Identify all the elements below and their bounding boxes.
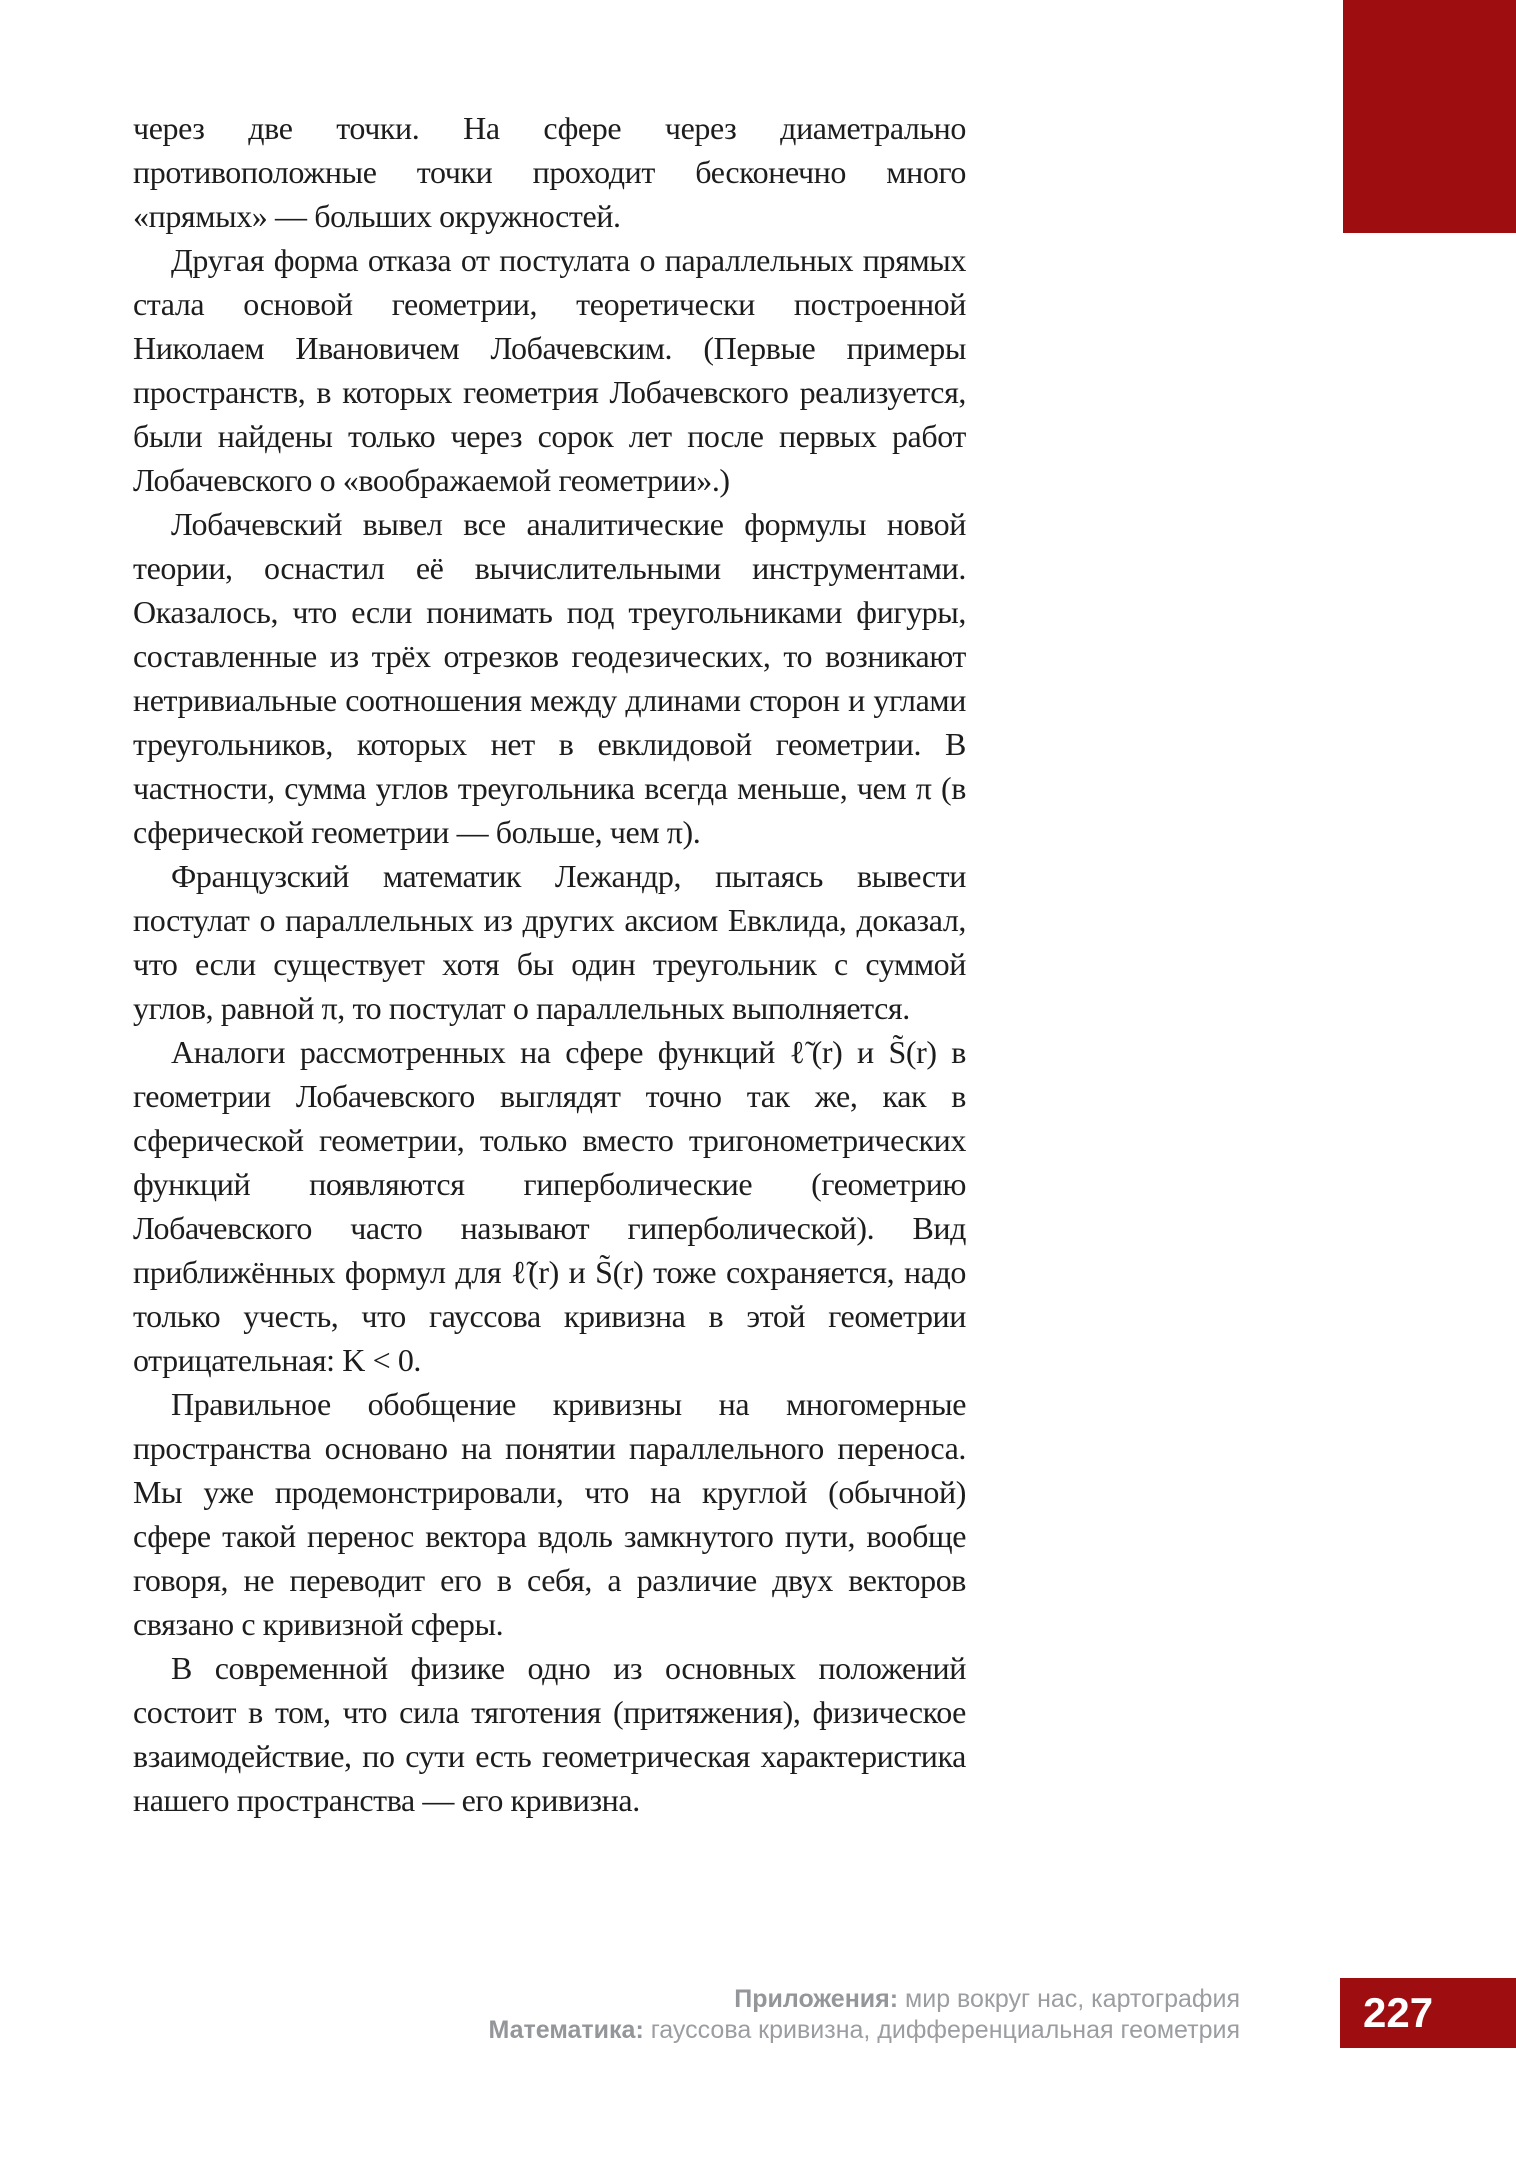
paragraph: Лобачевский вывел все аналитические формулы новой теории, оснастил её вычислительными инструментами. Оказалось, что если понимать под треугольниками фигуры, составленные из трёх отрезков геодезических, то возникают нетривиальные соотношения между длинами сторон и углами треугольников, которых нет в евклидовой геометрии. В частности, сумма углов треугольника всегда меньше, чем π (в сферической геометрии — больше, чем π). xyxy=(133,506,966,850)
footer-line-mathematics xyxy=(489,2015,1241,2046)
footer-line-applications xyxy=(489,1984,1241,2015)
chapter-corner-block xyxy=(1343,0,1516,233)
footer-label-applications: Приложения: xyxy=(734,1985,899,2013)
paragraph: Правильное обобщение кривизны на многомерные пространства основано на понятии параллельного переноса. Мы уже продемонстрировали, что на круглой (обычной) сфере такой перенос вектора вдоль замкнутого пути, вообще говоря, не переводит его в себя, а различие двух векторов связано с кривизной сферы. xyxy=(133,1386,966,1642)
paragraph: Аналоги рассмотренных на сфере функций ℓ̃(r) и S̃(r) в геометрии Лобачевского выглядят точно так же, как в сферической геометрии, только вместо тригонометрических функций появляются гиперболические (геометрию Лобачевского часто называют гиперболической). Вид приближённых формул для ℓ̃(r) и S̃(r) тоже сохраняется, надо только учесть, что гауссова кривизна в этой геометрии отрицательная: K < 0. xyxy=(133,1034,966,1378)
paragraph: через две точки. На сфере через диаметрально противоположные точки проходит бесконечно много «прямых» — больших окружностей. xyxy=(133,110,966,234)
body-text xyxy=(133,106,966,1822)
running-footer xyxy=(489,1984,1241,2046)
page-number-badge xyxy=(1340,1978,1516,2048)
paragraph: Другая форма отказа от постулата о параллельных прямых стала основой геометрии, теоретически построенной Николаем Ивановичем Лобачевским. (Первые примеры пространств, в которых геометрия Лобачевского реализуется, были найдены только через сорок лет после первых работ Лобачевского о «воображаемой геометрии».) xyxy=(133,242,966,498)
paragraph: В современной физике одно из основных положений состоит в том, что сила тяготения (притяжения), физическое взаимодействие, по сути есть геометрическая характеристика нашего пространства — его кривизна. xyxy=(133,1650,966,1818)
footer-label-mathematics: Математика: xyxy=(488,2016,644,2044)
paragraph: Французский математик Лежандр, пытаясь вывести постулат о параллельных из других аксиом Евклида, доказал, что если существует хотя бы один треугольник с суммой углов, равной π, то постулат о параллельных выполняется. xyxy=(133,858,966,1026)
footer-text-mathematics: гауссова кривизна, дифференциальная геометрия xyxy=(650,2016,1240,2044)
page-number: 227 xyxy=(1363,1989,1434,2036)
footer-text-applications: мир вокруг нас, картография xyxy=(905,1985,1240,2013)
